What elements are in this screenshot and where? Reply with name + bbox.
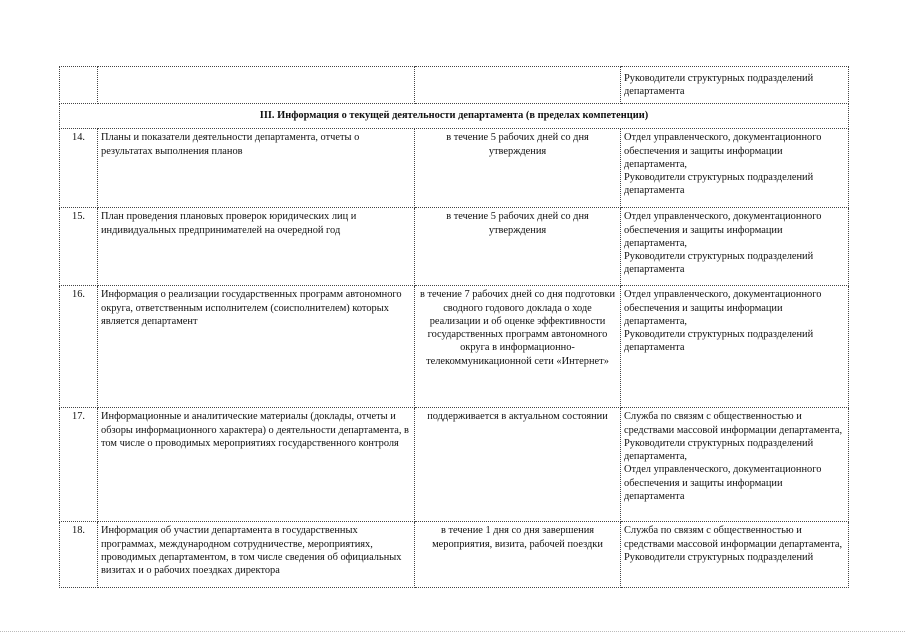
responsible-line: Руководители структурных подразделений департамента [624, 251, 814, 276]
information-table [59, 66, 849, 588]
row-number-cell: 18. [60, 522, 98, 588]
responsible-line: Отдел управленческого, документационного обеспечения и защиты информации департамента, [624, 132, 822, 170]
row-number-cell: 14. [60, 129, 98, 208]
row-term-cell: в течение 5 рабочих дней со дня утверждения [415, 129, 621, 208]
row-number-cell: 17. [60, 408, 98, 522]
responsible-line: Отдел управленческого, документационного обеспечения и защиты информации департамента [624, 464, 822, 503]
row-name-cell: Информация об участии департамента в государственных программах, международном сотрудничестве, мероприятиях, проводимых департаментом, в том числе сведения об официальных визитах и о рабочих поездках директора [98, 522, 415, 588]
row-responsible-cell [621, 286, 849, 408]
row-number-cell: 15. [60, 208, 98, 286]
row-term-cell: поддерживается в актуальном состоянии [415, 408, 621, 522]
section-header-row [60, 104, 849, 129]
responsible-line: Руководители структурных подразделений департамента [624, 329, 814, 354]
row-term-cell: в течение 7 рабочих дней со дня подготовки сводного годового доклада о ходе реализации и об оценке эффективности государственных программ автономного округа в информационно-телекоммуникационной сети «Интернет» [415, 286, 621, 408]
responsible-line: Отдел управленческого, документационного обеспечения и защиты информации департамента, [624, 211, 822, 249]
row-responsible-cell [621, 522, 849, 588]
row-term-cell: в течение 1 дня со дня завершения мероприятия, визита, рабочей поездки [415, 522, 621, 588]
page-bottom-divider [0, 631, 905, 632]
row-responsible-cell [621, 208, 849, 286]
row-name-cell: Планы и показатели деятельности департамента, отчеты о результатах выполнения планов [98, 129, 415, 208]
row-responsible-cell [621, 67, 849, 104]
row-name-cell: Информационные и аналитические материалы (доклады, отчеты и обзоры информационного характера) о деятельности департамента, в том числе о проводимых мероприятиях государственного контроля [98, 408, 415, 522]
responsible-line: Служба по связям с общественностью и средствами массовой информации департамента, [624, 525, 843, 550]
row-name-cell [98, 67, 415, 104]
table-row [60, 286, 849, 408]
table-row [60, 208, 849, 286]
row-term-cell [415, 67, 621, 104]
responsible-line: Руководители структурных подразделений департамента [624, 172, 814, 197]
row-term-cell: в течение 5 рабочих дней со дня утверждения [415, 208, 621, 286]
row-responsible-cell [621, 129, 849, 208]
row-responsible-cell [621, 408, 849, 522]
responsible-line: Руководители структурных подразделений [624, 551, 814, 563]
table-row [60, 67, 849, 104]
row-number-cell: 16. [60, 286, 98, 408]
row-name-cell: Информация о реализации государственных программ автономного округа, ответственным исполнителем (соисполнителем) которых является департамент [98, 286, 415, 408]
responsible-line: Служба по связям с общественностью и средствами массовой информации департамента, [624, 411, 843, 436]
responsible-line: Руководители структурных подразделений департамента [624, 73, 814, 98]
responsible-line: Руководители структурных подразделений департамента, [624, 437, 814, 463]
section-title: III. Информация о текущей деятельности департамента (в пределах компетенции) [60, 104, 849, 129]
table-row [60, 129, 849, 208]
table-row [60, 408, 849, 522]
row-name-cell: План проведения плановых проверок юридических лиц и индивидуальных предпринимателей на очередной год [98, 208, 415, 286]
responsible-line: Отдел управленческого, документационного обеспечения и защиты информации департамента, [624, 289, 822, 327]
row-number-cell [60, 67, 98, 104]
table-row [60, 522, 849, 588]
